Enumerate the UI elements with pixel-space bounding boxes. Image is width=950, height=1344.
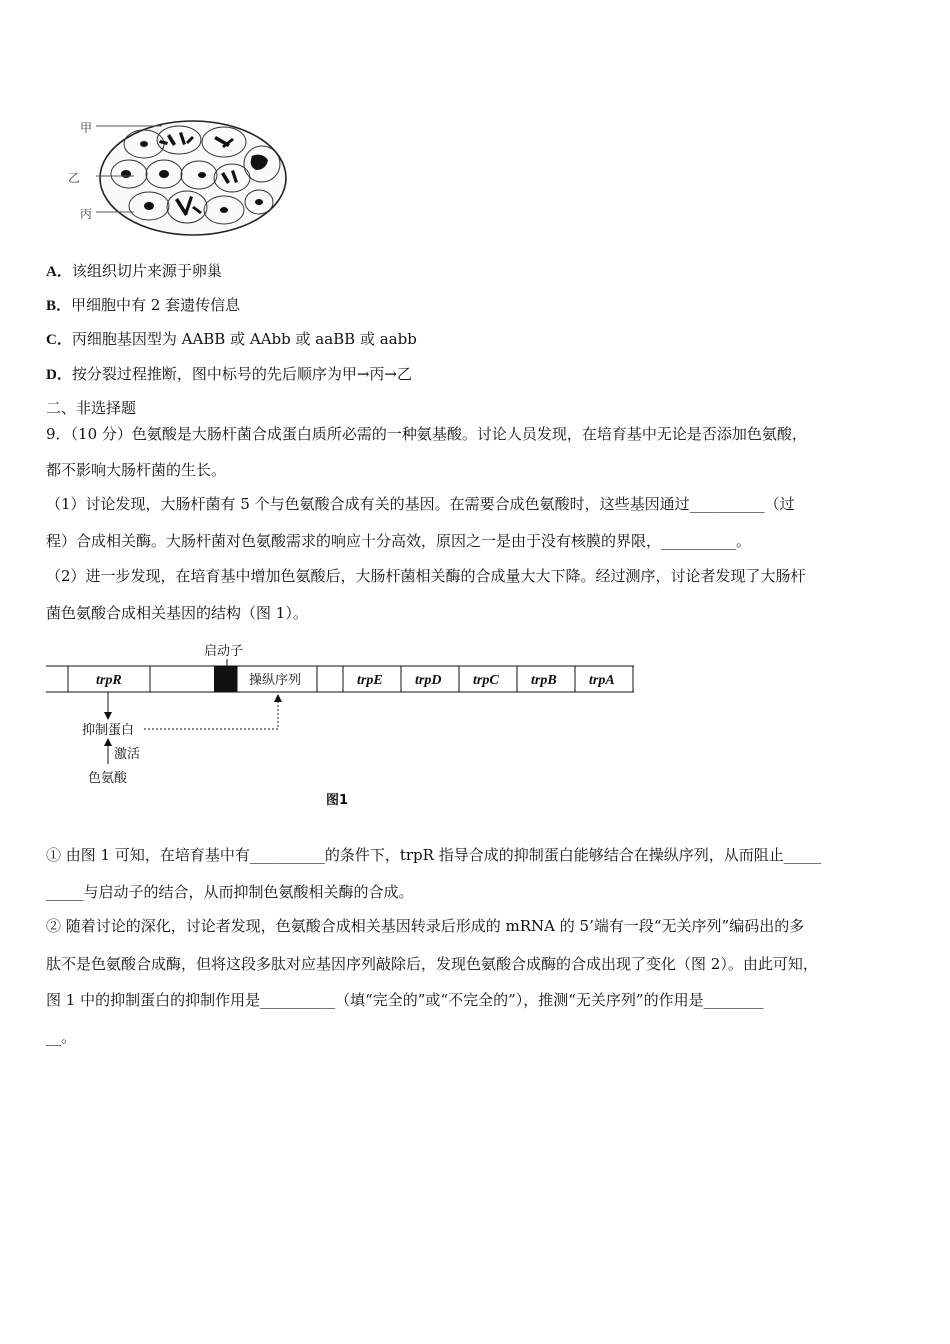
cell-section-illustration — [74, 112, 304, 244]
promoter-label: 启动子 — [204, 644, 244, 659]
subq-1-line-2: _____与启动子的结合，从而抑制色氨酸相关酶的合成。 — [46, 883, 414, 901]
option-a — [46, 261, 222, 282]
option-d-text: 按分裂过程推断，图中标号的先后顺序为甲→丙→乙 — [71, 365, 412, 383]
question-9-line-1: 9．（10 分）色氨酸是大肠杆菌合成蛋白质所必需的一种氨基酸。讨论人员发现，在培育基中无论是否添加色氨酸， — [46, 425, 807, 443]
cell-label-jia: 甲 — [80, 121, 93, 135]
option-d-letter: D． — [46, 367, 72, 383]
option-b — [46, 295, 240, 316]
activation-arrowhead — [104, 738, 112, 746]
option-c-text: 丙细胞基因型为 AABB 或 AAbb 或 aaBB 或 aabb — [71, 330, 417, 348]
tryptophan-label: 色氨酸 — [88, 771, 128, 786]
part-1-line-1: （1）讨论发现，大肠杆菌有 5 个与色氨酸合成有关的基因。在需要合成色氨酸时，这些基因通过__________（过 — [46, 495, 795, 513]
section-title: 二、非选择题 — [46, 399, 137, 417]
expression-arrowhead — [104, 712, 112, 720]
trpD-label: trpD — [415, 673, 442, 688]
option-c — [46, 329, 417, 350]
trpE-label: trpE — [357, 673, 383, 688]
gene-structure-diagram — [46, 638, 646, 818]
gene-structure-figure — [46, 638, 646, 818]
subq-2-line-4: __。 — [46, 1028, 77, 1046]
binding-dotted-line — [144, 698, 278, 729]
cell-section-figure — [74, 112, 304, 244]
subq-2-line-3: 图 1 中的抑制蛋白的抑制作用是__________（填“完全的”或“不完全的”），推测“无关序列”的作用是________ — [46, 991, 764, 1009]
cell-label-yi: 乙 — [68, 171, 81, 185]
option-b-text: 甲细胞中有 2 套遗传信息 — [71, 296, 241, 314]
figure-1-caption: 图1 — [326, 793, 349, 808]
trpA-label: trpA — [589, 673, 615, 688]
trpB-label: trpB — [531, 673, 557, 688]
trpR-label: trpR — [96, 673, 122, 688]
option-c-letter: C． — [46, 332, 72, 348]
subq-2-line-1: ② 随着讨论的深化，讨论者发现，色氨酸合成相关基因转录后形成的 mRNA 的 5’端有一段“无关序列”编码出的多 — [46, 917, 805, 935]
part-2-line-1: （2）进一步发现，在培育基中增加色氨酸后，大肠杆菌相关酶的合成量大大下降。经过测序，讨论者发现了大肠杆 — [46, 567, 806, 585]
repressor-label: 抑制蛋白 — [82, 723, 135, 738]
part-1-line-2: 程）合成相关酶。大肠杆菌对色氨酸需求的响应十分高效，原因之一是由于没有核膜的界限，__________。 — [46, 532, 752, 550]
subq-2-line-2: 肽不是色氨酸合成酶，但将这段多肽对应基因序列敲除后，发现色氨酸合成酶的合成出现了变化（图 2）。由此可知， — [46, 955, 818, 973]
option-a-text: 该组织切片来源于卵巢 — [71, 262, 222, 280]
question-9-line-2: 都不影响大肠杆菌的生长。 — [46, 461, 227, 479]
cell-label-bing: 丙 — [80, 207, 93, 221]
option-b-letter: B． — [46, 298, 72, 314]
subq-1-line-1: ① 由图 1 可知，在培育基中有__________的条件下，trpR 指导合成的抑制蛋白能够结合在操纵序列，从而阻止_____ — [46, 846, 822, 864]
part-2-line-2: 菌色氨酸合成相关基因的结构（图 1）。 — [46, 604, 308, 622]
promoter-box — [214, 666, 237, 692]
operator-label: 操纵序列 — [249, 673, 302, 688]
trpC-label: trpC — [473, 673, 499, 688]
option-a-letter: A． — [46, 264, 72, 280]
binding-arrowhead — [274, 694, 282, 702]
option-d — [46, 364, 412, 385]
activate-label: 激活 — [114, 747, 141, 762]
